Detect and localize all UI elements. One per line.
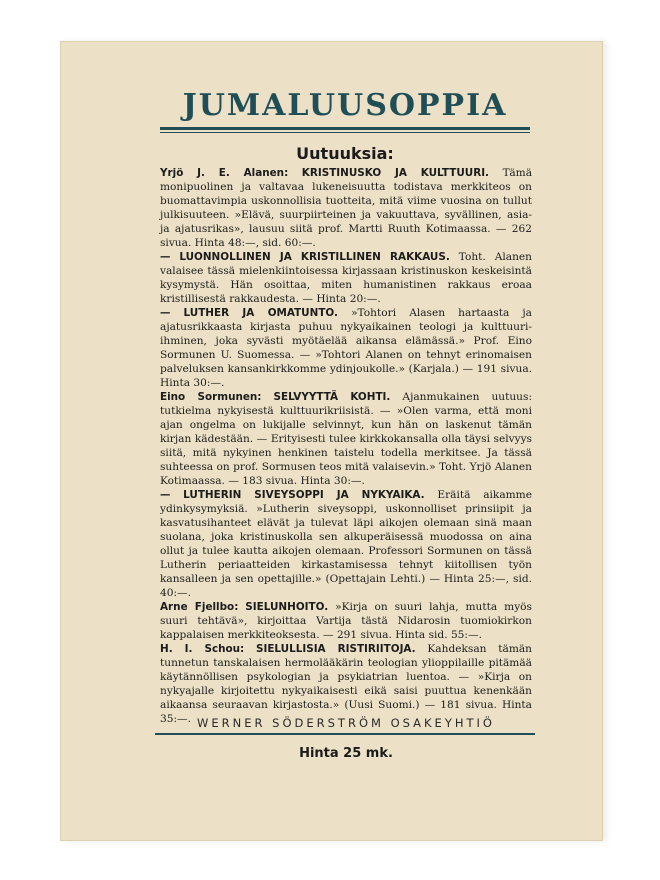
entry-author: —: [160, 307, 171, 319]
entry-author: H. I. Schou:: [160, 643, 245, 655]
book-list: [160, 166, 532, 726]
entry-title: LUTHER JA OMATUNTO.: [183, 307, 338, 319]
book-entry: [160, 166, 532, 250]
heading-rule: [160, 127, 530, 130]
cover-price: Hinta 25 mk.: [299, 746, 393, 761]
book-entry: [160, 642, 532, 726]
entry-author: —: [160, 251, 171, 263]
book-entry: [160, 600, 532, 642]
book-entry: [160, 488, 532, 600]
subheading: Uutuuksia:: [296, 144, 394, 163]
entry-author: Arne Fjellbo:: [160, 601, 239, 613]
entry-title: SIELUNHOITO.: [245, 601, 329, 613]
entry-author: Eino Sormunen:: [160, 391, 262, 403]
entry-title: KRISTINUSKO JA KULTTUURI.: [301, 167, 490, 179]
cover-heading: JUMALUUSOPPIA: [182, 88, 508, 123]
entry-text: »Tohtori Alasen hartaasta ja ajatusrikkaasta kirjasta puhuu nykyaikainen teologi ja kulttuuri-ihminen, joka syvästi myötäelää aikansa elämässä.» Prof. Eino Sormunen U. Suomessa. — »Tohtori Alanen on tehnyt erinomaisen palveluksen kansankirkkomme ydinjoukolle.» (Karjala.) — 191 sivua. Hinta 30:—.: [160, 307, 532, 389]
heading-rule-thin: [160, 132, 530, 133]
entry-text: Toht. Alanen valaisee tässä mielenkiintoisessa kirjassaan kristinuskon keskeisintä kysymystä. Hän osoittaa, miten humanistinen rakkaus eroaa kristillisestä rakkaudesta. — Hinta 20:—.: [160, 251, 532, 305]
entry-title: LUTHERIN SIVEYSOPPI JA NYKYAIKA.: [183, 489, 425, 501]
entry-text: Eräitä aikamme ydinkysymyksiä. »Lutherin siveysoppi, uskonnolliset prinsiipit ja kasvatusihanteet elävät ja tulevat läpi aikojen olemaan sinä maan suolana, joka kristinuskolla sen alkuperäisessä muodossa on aina ollut ja tulee kautta aikojen olemaan. Professori Sormunen on tässä Lutherin periaatteiden kirkastamisessa tehnyt kiitollisen työn kansalleen ja sen opettajille.» (Opettajain Lehti.) — Hinta 25:—, sid. 40:—.: [160, 489, 532, 599]
publisher-name: WERNER SÖDERSTRÖM OSAKEYHTIÖ: [197, 716, 495, 730]
entry-text: Kahdeksan tämän tunnetun tanskalaisen hermolääkärin teologian ylioppilaille pitämää käytännöllisen psykologian ja psykiatrian luentoa. — »Kirja on nykyajalle kirjoitettu nykyaikaisesti eikä saisi puuttua kenenkään aikaansa seuraavan kirjastosta.» (Uusi Suomi.) — 181 sivua. Hinta 35:—.: [160, 643, 532, 725]
entry-text: Tämä monipuolinen ja valtavaa lukeneisuutta todistava merkkiteos on buomattavimpia uskonnollisia tuotteita, mitä viime vuosina on tullut julkisuuteen. »Elävä, suurpiirteinen ja vakuuttava, syvällinen, asia- ja ajatusrikas», lausuu siitä prof. Martti Ruuth Kotimaassa. — 262 sivua. Hinta 48:—, sid. 60:—.: [160, 167, 533, 249]
book-entry: [160, 250, 532, 306]
entry-text: Ajanmukainen uutuus: tutkielma nykyisestä kulttuurikriisistä. — »Olen varma, että moni ajan ongelma on lukijalle selvinnyt, kun hän on laskenut tämän kirjan kädestään. — Erityisesti tulee kirkkokansalla olla täysi selvyys siitä, mitä nykyinen henkinen taistelu todella merkitsee. Ja tässä suhteessa on prof. Sormusen teos mitä valaisevin.» Toht. Yrjö Alanen Kotimaassa. — 183 sivua. Hinta 30:—.: [160, 391, 533, 487]
book-entry: [160, 306, 532, 390]
entry-text: »Kirja on suuri lahja, mutta myös suuri tehtävä», kirjoittaa Vartija tästä Nidarosin tuomiokirkon kappalaisen merkkiteoksesta. — 291 sivua. Hinta sid. 55:—.: [160, 601, 532, 641]
entry-author: Yrjö J. E. Alanen:: [160, 167, 289, 179]
entry-title: SIELULLISIA RISTIRIITOJA.: [255, 643, 416, 655]
entry-title: SELVYYTTÄ KOHTI.: [273, 391, 391, 403]
entry-title: LUONNOLLINEN JA KRISTILLINEN RAKKAUS.: [179, 251, 450, 263]
entry-author: —: [160, 489, 171, 501]
publisher-rule: [155, 733, 535, 735]
book-entry: [160, 390, 532, 488]
